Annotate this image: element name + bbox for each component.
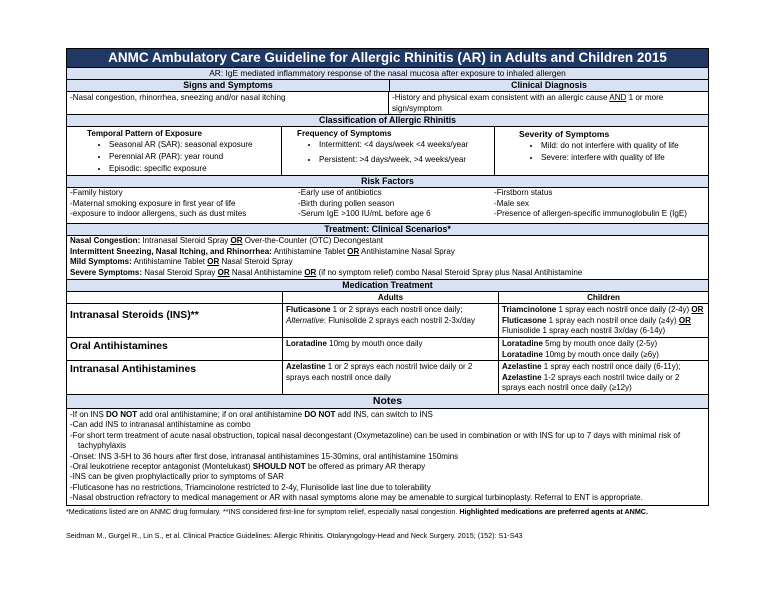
list-item: -Early use of antibiotics: [298, 188, 382, 197]
severity-column: [495, 127, 708, 175]
diagnosis-header: Clinical Diagnosis: [511, 80, 587, 90]
risk-section: [66, 188, 709, 224]
frequency-column: [282, 127, 495, 175]
classification-section: [66, 127, 709, 176]
diagnosis-text-a: -History and physical exam consistent with an allergic cause: [392, 93, 610, 102]
note-line: -Onset: INS 3-5H to 36 hours after first dose, intranasal antihistamines 15-30mins, oral antihistamine 150mins: [70, 451, 459, 461]
dosing-text: 10mg by mouth once daily: [326, 339, 423, 348]
note-line: -Fluticasone has no restrictions, Triamcinolone restricted to 2-4y, Flunisolide last line due to tolerability: [70, 482, 431, 492]
or-keyword: OR: [304, 267, 317, 277]
treatment-line: [70, 236, 705, 247]
drug-name: Loratadine: [502, 349, 543, 359]
scenario-text: Nasal Steroid Spray: [219, 257, 293, 267]
scenario-text: Intranasal Steroid Spray: [140, 236, 231, 245]
alternative-label: Alternative: [286, 315, 324, 325]
notes-header: Notes: [66, 395, 709, 409]
child-dosing: [499, 361, 708, 394]
or-keyword: OR: [347, 246, 360, 256]
temporal-list: [87, 139, 277, 174]
list-item: • Mild: do not interfere with quality of life: [541, 140, 704, 151]
note-line: -INS can be given prophylactically prior to symptoms of SAR: [70, 472, 284, 482]
list-item: • Severe: interfere with quality of life: [541, 152, 704, 163]
temporal-column: [67, 127, 282, 175]
note-emphasis: SHOULD NOT: [252, 462, 306, 472]
list-item: • Episodic: specific exposure: [109, 163, 277, 174]
drug-class-name: Intranasal Steroids (INS)**: [67, 304, 283, 337]
dosing-text: 1 spray each nostril once daily (6-11y);: [541, 362, 681, 371]
ar-definition: AR: IgE mediated inflammatory response of the nasal mucosa after exposure to inhaled allergen: [66, 68, 709, 80]
note-emphasis: DO NOT: [304, 410, 336, 419]
scenario-text: Antihistamine Nasal Spray: [359, 246, 455, 256]
or-keyword: OR: [207, 257, 220, 267]
or-keyword: OR: [678, 315, 691, 325]
dosing-text: 10mg by mouth once daily (≥6y): [542, 349, 659, 359]
drug-name: Triamcinolone: [502, 305, 557, 314]
severity-title: Severity of Symptoms: [519, 129, 610, 139]
drug-name: Fluticasone: [286, 305, 331, 314]
note-text: add oral antihistamine; if on oral antihistamine: [137, 410, 305, 419]
note-line: -Can add INS to intranasal antihistamine as combo: [70, 420, 251, 430]
dosing-text: Flunisolide 1 spray each nostril 3x/day (6-14y): [502, 326, 666, 336]
list-item: -Firstborn status: [494, 188, 553, 197]
severity-list: [519, 140, 704, 163]
note-line: -Nasal obstruction refractory to medical management or AR with nasal symptoms alone may be amenable to surgical turbinoplasty. Referral to ENT is appropriate.: [70, 493, 643, 503]
list-item: • Perennial AR (PAR): year round: [109, 151, 277, 162]
or-keyword: OR: [691, 305, 704, 314]
note-text: be offered as primary AR therapy: [305, 462, 426, 472]
list-item: -exposure to indoor allergens, such as dust mites: [70, 209, 247, 219]
notes-section: [66, 409, 709, 506]
scenario-label: Intermittent Sneezing, Nasal Itching, and Rhinorrhea:: [70, 246, 272, 256]
drug-class-name: Intranasal Antihistamines: [67, 361, 283, 394]
drug-name: Fluticasone: [502, 315, 547, 325]
drug-name: Loratadine: [286, 339, 327, 348]
scenario-text: Nasal Steroid Spray: [142, 267, 218, 277]
list-item: -Family history: [70, 188, 123, 197]
table-row: [67, 360, 708, 394]
signs-header: Signs and Symptoms: [67, 80, 390, 91]
list-item: -Presence of allergen-specific immunoglobulin E (IgE): [494, 209, 687, 219]
medication-column-headers: [67, 292, 708, 303]
scenario-text: Nasal Antihistamine: [229, 267, 305, 277]
page-title: ANMC Ambulatory Care Guideline for Allergic Rhinitis (AR) in Adults and Children 2015: [66, 48, 709, 68]
note-text: -If on INS: [70, 410, 107, 419]
note-line: [70, 410, 705, 420]
classification-header: Classification of Allergic Rhinitis: [66, 115, 709, 127]
drug-name: Azelastine: [502, 362, 542, 371]
treatment-line: [70, 268, 705, 279]
footnote-preferred: Highlighted medications are preferred agents at ANMC.: [459, 506, 648, 516]
table-row: [67, 337, 708, 360]
table-row: [67, 303, 708, 337]
list-item: • Persistent: >4 days/week, >4 weeks/year: [319, 154, 490, 165]
list-item: • Intermittent: <4 days/week <4 weeks/year: [319, 139, 490, 150]
or-keyword: OR: [217, 267, 230, 277]
list-item: -Serum IgE >100 IU/mL before age 6: [298, 209, 431, 219]
note-line: [70, 462, 705, 472]
risk-header: Risk Factors: [66, 176, 709, 188]
medication-header: Medication Treatment: [66, 280, 709, 292]
scenario-label: Nasal Congestion:: [70, 236, 141, 245]
treatment-section: [66, 236, 709, 280]
drug-name: Loratadine: [502, 339, 543, 348]
list-item: -Maternal smoking exposure in first year of life: [70, 198, 236, 208]
list-item: • Seasonal AR (SAR): seasonal exposure: [109, 139, 277, 150]
drug-name: Azelastine: [286, 362, 326, 371]
child-dosing: [499, 338, 708, 360]
signs-diagnosis-header-row: [66, 80, 709, 92]
child-dosing: [499, 304, 708, 337]
diagnosis-text-b: 1 or more sign/symptom: [392, 93, 664, 113]
scenario-text: (if no symptom relief) combo Nasal Steroid Spray plus Nasal Antihistamine: [316, 267, 583, 277]
medication-table: [66, 292, 709, 395]
scenario-text: Over-the-Counter (OTC) Decongestant: [242, 236, 384, 245]
note-line: -For short term treatment of acute nasal obstruction, topical nasal decongestant (Oxymetazoline) can be used in combination or with INS for up to 7 days with minimal risk of: [70, 430, 681, 440]
note-line: tachyphylaxis: [78, 441, 127, 451]
adult-dosing: [283, 304, 499, 337]
dosing-text: 1 or 2 sprays each nostril once daily;: [330, 305, 463, 314]
scenario-label: Severe Symptoms:: [70, 267, 143, 277]
adult-dosing: [283, 338, 499, 360]
list-item: -Birth during pollen season: [298, 198, 395, 208]
frequency-title: Frequency of Symptoms: [297, 129, 392, 138]
signs-text: -Nasal congestion, rhinorrhea, sneezing and/or nasal itching: [67, 92, 389, 114]
dosing-text: 1 spray each nostril once daily (≥4y): [546, 315, 679, 325]
note-text: add INS, can switch to INS: [335, 410, 433, 419]
note-text: -Oral leukotriene receptor antagonist (Montelukast): [70, 462, 253, 472]
scenario-text: Antihistamine Tablet: [131, 257, 208, 267]
diagnosis-text: [389, 92, 708, 114]
treatment-line: [70, 257, 705, 268]
list-item: -Male sex: [494, 198, 530, 208]
signs-diagnosis-row: [66, 92, 709, 115]
temporal-title: Temporal Pattern of Exposure: [87, 129, 202, 138]
blank-header: [67, 292, 283, 303]
scenario-text: Antihistamine Tablet: [271, 246, 348, 256]
or-keyword: OR: [230, 236, 243, 245]
risk-column-3: [494, 188, 705, 223]
dosing-text: 1 or 2 sprays each nostril twice daily or 2 sprays each nostril once daily: [286, 362, 473, 382]
drug-class-name: Oral Antihistamines: [67, 338, 283, 360]
risk-column-1: [70, 188, 298, 223]
diagnosis-and: AND: [609, 93, 627, 102]
dosing-text: : Flunisolide 2 sprays each nostril 2-3x/day: [323, 315, 475, 325]
dosing-text: 1 spray each nostril once daily (2-4y): [556, 305, 692, 314]
citation: Seidman M., Gurgel R., Lin S., et al. Clinical Practice Guidelines: Allergic Rhinitis. Otolaryngology-Head and Neck Surgery. 2015; (152): S1-S43: [66, 530, 523, 540]
guideline-page: [66, 48, 709, 540]
risk-column-2: [298, 188, 494, 223]
footnote: [66, 507, 709, 517]
dosing-text: 5mg by mouth once daily (2-5y): [542, 339, 658, 348]
treatment-line: [70, 247, 705, 258]
note-emphasis: DO NOT: [106, 410, 138, 419]
frequency-list: [297, 139, 490, 165]
footnote-text: *Medications listed are on ANMC drug formulary. **INS considered first-line for symptom relief, especially nasal congestion.: [66, 506, 460, 516]
dosing-text: 1-2 sprays each nostril twice daily or 2 sprays each nostril once daily (≥12y): [502, 372, 680, 393]
adults-header: Adults: [283, 292, 499, 303]
adult-dosing: [283, 361, 499, 394]
children-header: Children: [587, 293, 620, 302]
drug-name: Azelastine: [502, 372, 542, 382]
treatment-header: Treatment: Clinical Scenarios*: [66, 224, 709, 236]
scenario-label: Mild Symptoms:: [70, 257, 132, 267]
